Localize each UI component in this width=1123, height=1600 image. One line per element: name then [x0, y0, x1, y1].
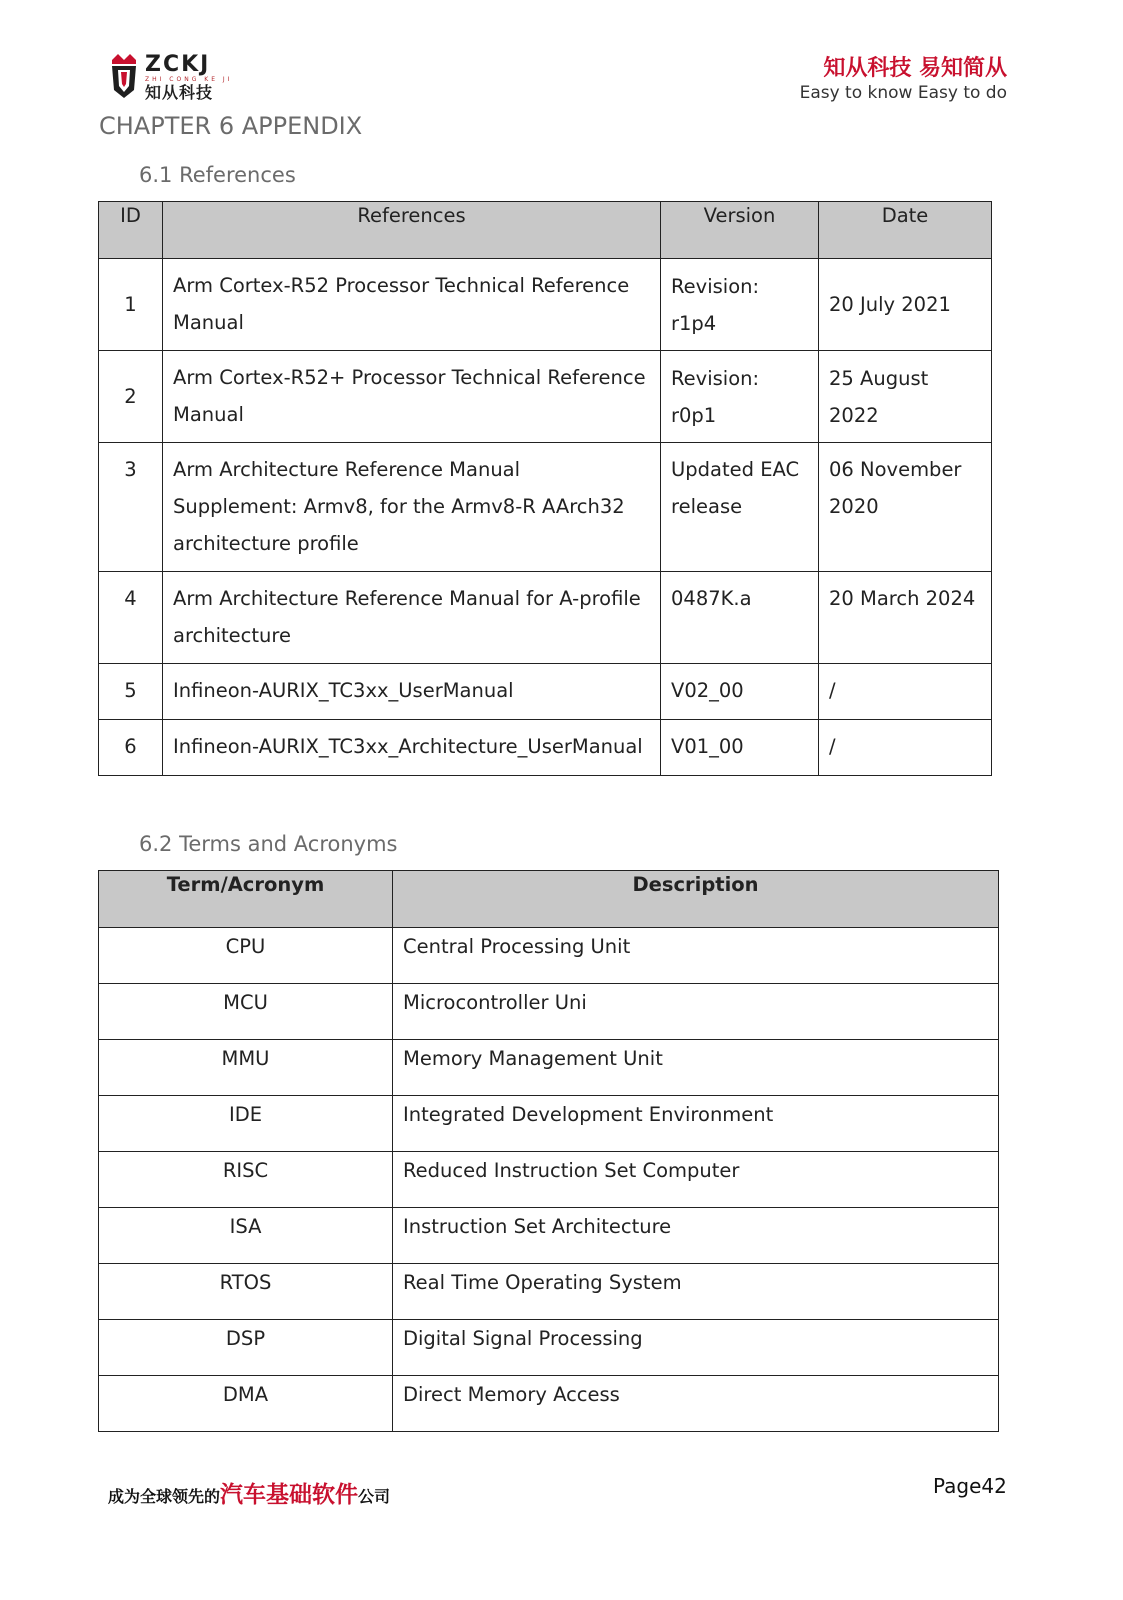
- column-header-date: Date: [819, 202, 992, 259]
- slogan-prefix: 成为全球领先的: [108, 1487, 221, 1506]
- term-description: Integrated Development Environment: [393, 1096, 999, 1152]
- term-description: Central Processing Unit: [393, 928, 999, 984]
- tagline-english: Easy to know Easy to do: [799, 83, 1007, 103]
- table-row: [99, 720, 992, 776]
- ref-version: Updated EAC release: [661, 443, 819, 572]
- table-row: [99, 1152, 999, 1208]
- ref-id: 3: [99, 443, 163, 572]
- term-description: Memory Management Unit: [393, 1040, 999, 1096]
- table-row: [99, 443, 992, 572]
- table-row: [99, 984, 999, 1040]
- ref-date: 06 November 2020: [819, 443, 992, 572]
- table-row: [99, 1096, 999, 1152]
- table-row: [99, 928, 999, 984]
- ref-date: 25 August 2022: [819, 351, 992, 443]
- table-row: [99, 1040, 999, 1096]
- term-acronym: RISC: [99, 1152, 393, 1208]
- table-row: [99, 664, 992, 720]
- logo-pinyin-text: ZHI CONG KE JI: [145, 76, 233, 83]
- slogan-highlight: 汽车基础软件: [220, 1482, 359, 1508]
- references-header-row: [99, 202, 992, 259]
- term-description: Microcontroller Uni: [393, 984, 999, 1040]
- ref-date: 20 March 2024: [819, 572, 992, 664]
- ref-date: /: [819, 720, 992, 776]
- table-row: [99, 1376, 999, 1432]
- page-number: Page42: [933, 1474, 1007, 1498]
- ref-id: 2: [99, 351, 163, 443]
- term-acronym: MCU: [99, 984, 393, 1040]
- column-header-description: Description: [393, 871, 999, 928]
- term-acronym: ISA: [99, 1208, 393, 1264]
- ref-date: /: [819, 664, 992, 720]
- term-acronym: DMA: [99, 1376, 393, 1432]
- ref-version: Revision: r0p1: [661, 351, 819, 443]
- term-description: Direct Memory Access: [393, 1376, 999, 1432]
- header-tagline: [800, 56, 1007, 104]
- terms-header-row: [99, 871, 999, 928]
- ref-title: Arm Architecture Reference Manual for A-profile architecture: [163, 572, 661, 664]
- term-description: Reduced Instruction Set Computer: [393, 1152, 999, 1208]
- column-header-id: ID: [99, 202, 163, 259]
- term-acronym: RTOS: [99, 1264, 393, 1320]
- ref-title: Infineon-AURIX_TC3xx_UserManual: [163, 664, 661, 720]
- slogan-suffix: 公司: [358, 1487, 391, 1506]
- logo-chinese-text: 知从科技: [145, 83, 214, 102]
- column-header-references: References: [163, 202, 661, 259]
- logo-latin-text: ZCKJ: [145, 52, 211, 77]
- term-acronym: DSP: [99, 1320, 393, 1376]
- term-description: Digital Signal Processing: [393, 1320, 999, 1376]
- column-header-term: Term/Acronym: [99, 871, 393, 928]
- ref-id: 5: [99, 664, 163, 720]
- logo-wordmark: [145, 54, 232, 102]
- ref-id: 4: [99, 572, 163, 664]
- table-row: [99, 351, 992, 443]
- tagline-chinese: 知从科技 易知简从: [823, 56, 1007, 81]
- ref-version: V02_00: [661, 664, 819, 720]
- table-row: [99, 572, 992, 664]
- term-description: Instruction Set Architecture: [393, 1208, 999, 1264]
- term-acronym: CPU: [99, 928, 393, 984]
- term-acronym: IDE: [99, 1096, 393, 1152]
- table-row: [99, 1264, 999, 1320]
- ref-date: 20 July 2021: [819, 259, 992, 351]
- table-row: [99, 1208, 999, 1264]
- ref-title: Infineon-AURIX_TC3xx_Architecture_UserManual: [163, 720, 661, 776]
- ref-version: Revision: r1p4: [661, 259, 819, 351]
- term-acronym: MMU: [99, 1040, 393, 1096]
- references-section-title: 6.1 References: [139, 163, 296, 187]
- ref-title: Arm Cortex-R52 Processor Technical Reference Manual: [163, 259, 661, 351]
- column-header-version: Version: [661, 202, 819, 259]
- terms-table: [98, 870, 999, 1432]
- table-row: [99, 1320, 999, 1376]
- references-table: [98, 201, 992, 776]
- ref-version: 0487K.a: [661, 572, 819, 664]
- ref-id: 1: [99, 259, 163, 351]
- ref-title: Arm Cortex-R52+ Processor Technical Reference Manual: [163, 351, 661, 443]
- footer-slogan: [108, 1476, 390, 1509]
- chapter-title: CHAPTER 6 APPENDIX: [99, 112, 363, 140]
- terms-section-title: 6.2 Terms and Acronyms: [139, 832, 398, 856]
- ref-version: V01_00: [661, 720, 819, 776]
- ref-id: 6: [99, 720, 163, 776]
- term-description: Real Time Operating System: [393, 1264, 999, 1320]
- table-row: [99, 259, 992, 351]
- ref-title: Arm Architecture Reference Manual Supplement: Armv8, for the Armv8-R AArch32 architecture profile: [163, 443, 661, 572]
